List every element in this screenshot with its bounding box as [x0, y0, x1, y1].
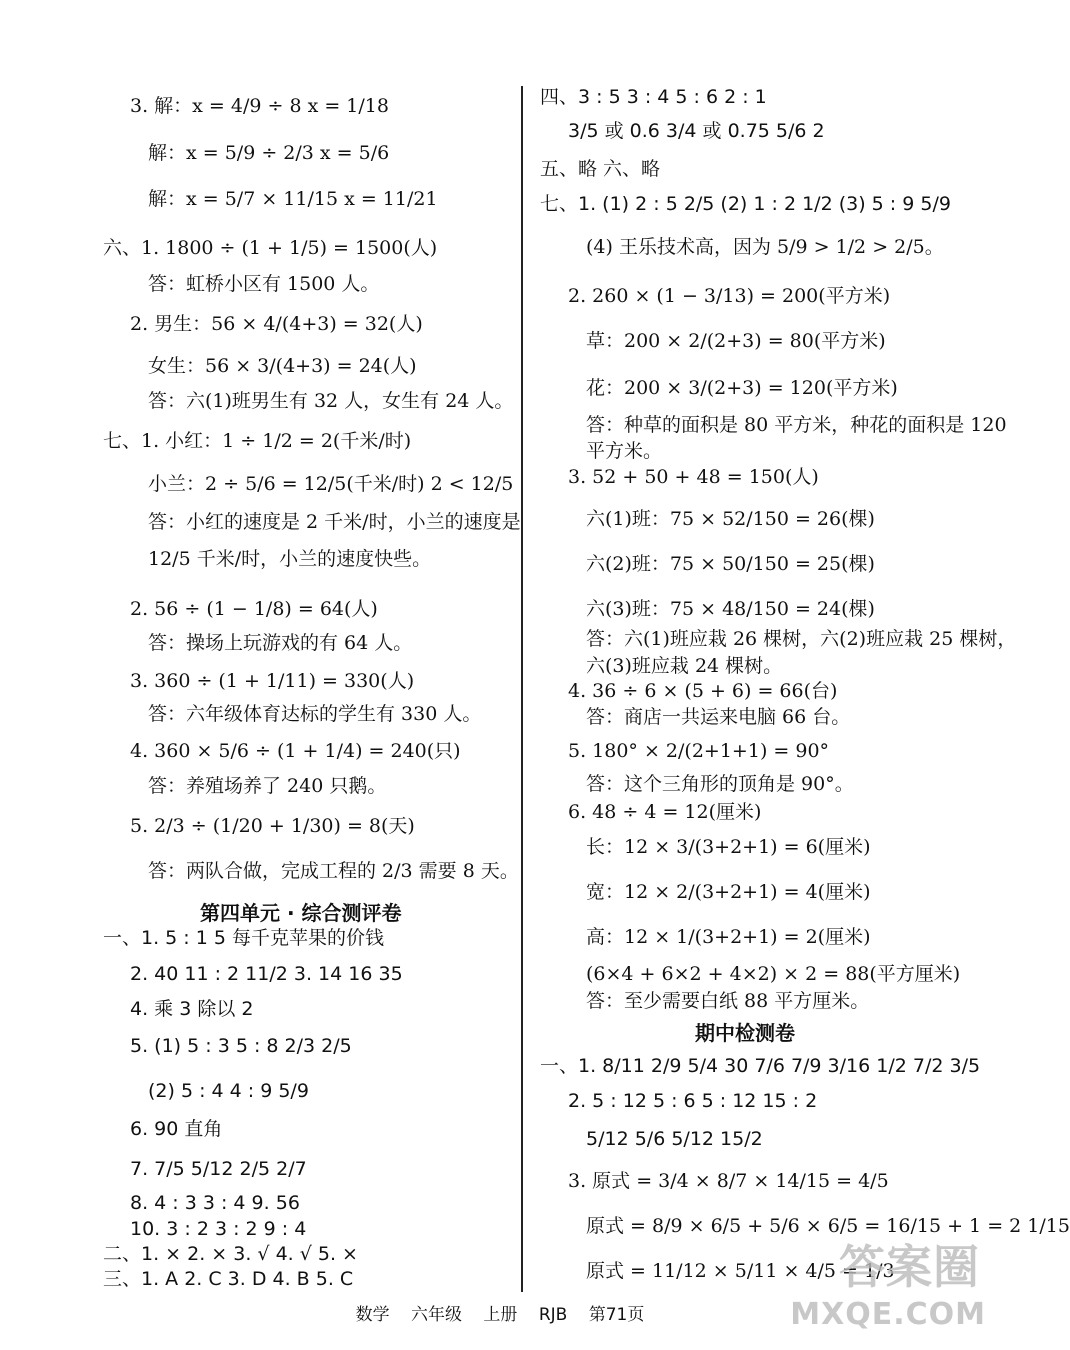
answer-line: 三、1. A 2. C 3. D 4. B 5. C	[103, 1268, 354, 1290]
answer-line: 5. 180° × 2/(2+1+1) = 90°	[568, 740, 830, 762]
column-divider	[521, 86, 523, 1292]
answer-line: 4. 乘 3 除以 2	[130, 998, 254, 1020]
answer-line: 七、1. 小红：1 ÷ 1/2 = 2(千米/时)	[103, 430, 412, 452]
answer-line: 2. 男生：56 × 4/(4+3) = 32(人)	[130, 313, 423, 335]
footer-subject: 数学	[355, 1305, 390, 1325]
answer-line: 答：六(1)班应栽 26 棵树，六(2)班应栽 25 棵树，	[586, 628, 1017, 650]
answer-line: 答：六(1)班男生有 32 人，女生有 24 人。	[148, 390, 514, 412]
answer-line: 2. 56 ÷ (1 − 1/8) = 64(人)	[130, 598, 378, 620]
answer-line: 8. 4 : 3 3 : 4 9. 56	[130, 1192, 300, 1214]
answer-line: 六(3)班应栽 24 棵树。	[586, 655, 783, 677]
answer-line: 六(1)班：75 × 52/150 = 26(棵)	[586, 508, 875, 530]
answer-line: 原式 = 11/12 × 5/11 × 4/5 = 1/3	[586, 1260, 895, 1282]
answer-line: 解：x = 5/9 ÷ 2/3 x = 5/6	[148, 142, 390, 164]
answer-line: 5/12 5/6 5/12 15/2	[586, 1128, 763, 1150]
footer-grade: 六年级	[411, 1305, 463, 1325]
answer-line: 高：12 × 1/(3+2+1) = 2(厘米)	[586, 926, 871, 948]
answer-line: 原式 = 8/9 × 6/5 + 5/6 × 6/5 = 16/15 + 1 = 2 1/15	[586, 1215, 1070, 1237]
watermark-logo	[790, 1231, 986, 1332]
answer-line: (6×4 + 6×2 + 4×2) × 2 = 88(平方厘米)	[586, 963, 961, 985]
footer-edition: RJB	[538, 1305, 568, 1325]
answer-line: 答：养殖场养了 240 只鹅。	[148, 775, 387, 797]
section-title: 第四单元 · 综合测评卷	[200, 901, 402, 925]
answer-line: 六(2)班：75 × 50/150 = 25(棵)	[586, 553, 875, 575]
answer-line: 长：12 × 3/(3+2+1) = 6(厘米)	[586, 836, 871, 858]
answer-line: 二、1. × 2. × 3. √ 4. √ 5. ×	[103, 1243, 358, 1265]
watermark-top-text: 答案圈	[839, 1240, 980, 1294]
answer-line: 一、1. 5 : 1 5 每千克苹果的价钱	[103, 927, 384, 949]
answer-line: 10. 3 : 2 3 : 2 9 : 4	[130, 1218, 307, 1240]
answer-line: 小兰：2 ÷ 5/6 = 12/5(千米/时) 2 < 12/5	[148, 473, 514, 495]
answer-line: 草：200 × 2/(2+3) = 80(平方米)	[586, 330, 886, 352]
answer-line: (4) 王乐技术高，因为 5/9 > 1/2 > 2/5。	[586, 236, 944, 258]
answer-line: 12/5 千米/时，小兰的速度快些。	[148, 548, 432, 570]
answer-line: (2) 5 : 4 4 : 9 5/9	[148, 1080, 309, 1102]
answer-line: 六(3)班：75 × 48/150 = 24(棵)	[586, 598, 875, 620]
answer-line: 3. 原式 = 3/4 × 8/7 × 14/15 = 4/5	[568, 1170, 889, 1192]
answer-line: 3/5 或 0.6 3/4 或 0.75 5/6 2	[568, 120, 825, 142]
answer-line: 平方米。	[586, 440, 663, 462]
answer-line: 六、1. 1800 ÷ (1 + 1/5) = 1500(人)	[103, 237, 438, 259]
answer-line: 6. 90 直角	[130, 1118, 223, 1140]
answer-line: 四、3 : 5 3 : 4 5 : 6 2 : 1	[540, 86, 767, 108]
answer-line: 答：六年级体育达标的学生有 330 人。	[148, 703, 482, 725]
answer-line: 解：x = 5/7 × 11/15 x = 11/21	[148, 188, 438, 210]
answer-line: 答：种草的面积是 80 平方米，种花的面积是 120	[586, 414, 1007, 436]
answer-line: 花：200 × 3/(2+3) = 120(平方米)	[586, 377, 898, 399]
footer-page-number: 第71页	[588, 1305, 645, 1325]
answer-line: 答：至少需要白纸 88 平方厘米。	[586, 990, 870, 1012]
answer-line: 答：虹桥小区有 1500 人。	[148, 273, 380, 295]
answer-line: 3. 52 + 50 + 48 = 150(人)	[568, 466, 819, 488]
answer-line: 答：两队合做，完成工程的 2/3 需要 8 天。	[148, 860, 519, 882]
answer-line: 4. 360 × 5/6 ÷ (1 + 1/4) = 240(只)	[130, 740, 461, 762]
answer-line: 3. 解：x = 4/9 ÷ 8 x = 1/18	[130, 95, 389, 117]
answer-line: 4. 36 ÷ 6 × (5 + 6) = 66(台)	[568, 680, 838, 702]
answer-line: 2. 260 × (1 − 3/13) = 200(平方米)	[568, 285, 891, 307]
answer-line: 6. 48 ÷ 4 = 12(厘米)	[568, 801, 762, 823]
answer-line: 女生：56 × 3/(4+3) = 24(人)	[148, 355, 417, 377]
answer-line: 五、略 六、略	[540, 158, 661, 180]
answer-line: 5. 2/3 ÷ (1/20 + 1/30) = 8(天)	[130, 815, 415, 837]
answer-line: 2. 5 : 12 5 : 6 5 : 12 15 : 2	[568, 1090, 818, 1112]
answer-line: 一、1. 8/11 2/9 5/4 30 7/6 7/9 3/16 1/2 7/2 3/5	[540, 1055, 981, 1077]
section-title: 期中检测卷	[695, 1021, 795, 1045]
answer-line: 答：这个三角形的顶角是 90°。	[586, 773, 854, 795]
answer-line: 答：操场上玩游戏的有 64 人。	[148, 632, 413, 654]
answer-line: 宽：12 × 2/(3+2+1) = 4(厘米)	[586, 881, 871, 903]
answer-line: 答：商店一共运来电脑 66 台。	[586, 706, 851, 728]
answer-line: 5. (1) 5 : 3 5 : 8 2/3 2/5	[130, 1035, 352, 1057]
answer-line: 2. 40 11 : 2 11/2 3. 14 16 35	[130, 963, 403, 985]
answer-line: 答：小红的速度是 2 千米/时，小兰的速度是	[148, 511, 521, 533]
watermark-bottom-text: MXQE.COM	[790, 1297, 986, 1332]
answer-line: 7. 7/5 5/12 2/5 2/7	[130, 1158, 307, 1180]
footer-volume: 上册	[483, 1305, 518, 1325]
answer-line: 3. 360 ÷ (1 + 1/11) = 330(人)	[130, 670, 415, 692]
answer-line: 七、1. (1) 2 : 5 2/5 (2) 1 : 2 1/2 (3) 5 : 9 5/9	[540, 193, 951, 215]
